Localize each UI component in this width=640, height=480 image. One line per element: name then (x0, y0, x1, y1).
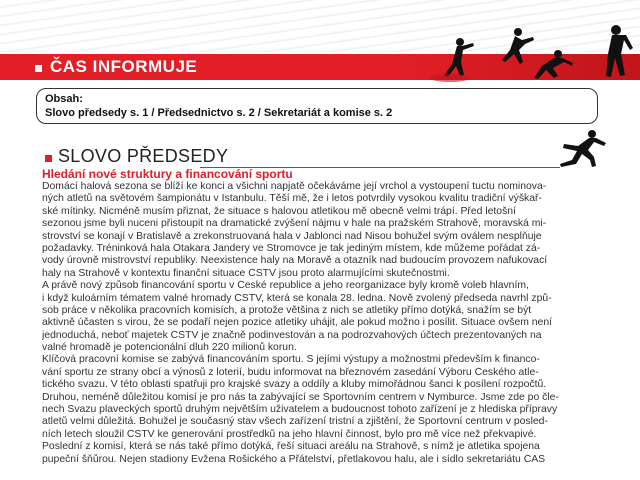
article-line: valné hromadě je potencionální dluh 220 milionů korun. (42, 342, 297, 354)
article-line: ních letech sloužil ČSTV ke generování prostředků na jeho hlavní činnost, bylo pro mě více než překvapivé. (42, 428, 537, 440)
contents-label: Obsah: (45, 93, 83, 105)
article-line: pupeční šňůrou. Nejen stadiony Evžena Rošického a Přátelství, přetlakovou halu, ale i sídlo sekretariátu ČAS (42, 453, 546, 465)
article-line: strovství se konají v Bratislavě a zrekonstruovaná hala v Jablonci nad Nisou bohužel svým oválem nesplňuje (42, 230, 542, 242)
article-line: atletů velmi důležitá. Bohužel je současný stav všech zařízení tristní a zjištění, že Sportovní centrum v posled- (42, 416, 548, 428)
article-line: Poslední z komisí, která se nás také přímo dotýká, řeší situaci areálu na Strahově, s nímž je atletika spojena (42, 441, 540, 453)
article-line: sezonou jsme byli nuceni přistoupit na dramatické zvýšení nájmu v hale na pražském Strahově, moravská mi- (42, 218, 547, 230)
contents-list: Slovo předsedy s. 1 / Předsednictvo s. 2 / Sekretariát a komise s. 2 (45, 107, 393, 119)
athletes-silhouettes-icon (430, 20, 640, 84)
article-line: vody úrovně mistrovství republiky. Neexistence haly na Moravě a otazník nad budoucím provozem nafukovací (42, 255, 548, 267)
article-line: nech Svazu plaveckých sportů druhým největším uživatelem a budoucnost tohoto zařízení je z hlediska přípravy (42, 404, 558, 416)
article-line: A právě nový způsob financování sportu v České republice a jeho reorganizace byly kromě voleb hlavním, (42, 280, 529, 292)
article-line: ných atletů na světovém šampionátu v Istanbulu. Těší mě, že i letos potvrdily vysokou kvalitu tradiční výškař- (42, 193, 542, 205)
contents-box (36, 88, 598, 124)
article-heading: Hledání nové struktury a financování sportu (42, 167, 293, 181)
article-line: jednoduchá, neboť majetek ČSTV je značně podinvestován a na podrozvahových účtech prezentovaných na (42, 329, 542, 341)
article-line: haly na Strahově v kontextu finanční situace ČSTV jsou proto alarmujícími skutečnostmi. (42, 267, 450, 279)
article-line: vání sportu ze strany obcí a výnosů z loterií, budu informovat na březnovém zasedání Výboru Českého atle- (42, 366, 539, 378)
section-bullet-icon (45, 155, 52, 162)
article-line: tického svazu. V této oblasti spatřuji pro krajské svazy a oddíly a kluby mimořádnou šanci k posílení rozpočtů. (42, 379, 547, 391)
article-body (42, 181, 600, 466)
article-line: Domácí halová sezona se blíží ke konci a všichni napjatě očekáváme její vrchol a vystoupení tuctu nominova- (42, 181, 547, 192)
banner-bullet-icon (35, 65, 42, 72)
banner-title: ČAS INFORMUJE (50, 57, 198, 76)
sprinter-icon (552, 128, 610, 168)
article-line: ské mítinky. Nicméně musím přiznat, že situace s halovou atletikou mě obecně velmi trápí. Před letošní (42, 205, 516, 217)
section-title: SLOVO PŘEDSEDY (58, 146, 229, 166)
article-line: požadavky. Tréninková hala Otakara Jandery ve Stromovce je tak jediným místem, kde můžeme pořádat zá- (42, 242, 541, 254)
article-line: Klíčová pracovní komise se zabývá financováním sportu. S jejími výstupy a možnostmi především k financo- (42, 354, 540, 366)
article-line: Druhou, neméně důležitou komisí je pro nás ta zabývající se Sportovním centrem v Nymburce. Jsme zde po čle- (42, 391, 559, 403)
article-line: sob práce v několika pracovních komisích, a protože většina z nich se atletiky přímo dotýká, snažím se být (42, 304, 532, 316)
article-line: i když kuloárním tématem valné hromady ČSTV, která se konala 28. ledna. Nově zvolený předseda navrhl způ- (42, 292, 552, 304)
article-line: aktivně účasten s virou, že se podaří nejen pozice atletiky uhájit, ale pokud možno i posílit. Situace ovšem není (42, 317, 553, 329)
